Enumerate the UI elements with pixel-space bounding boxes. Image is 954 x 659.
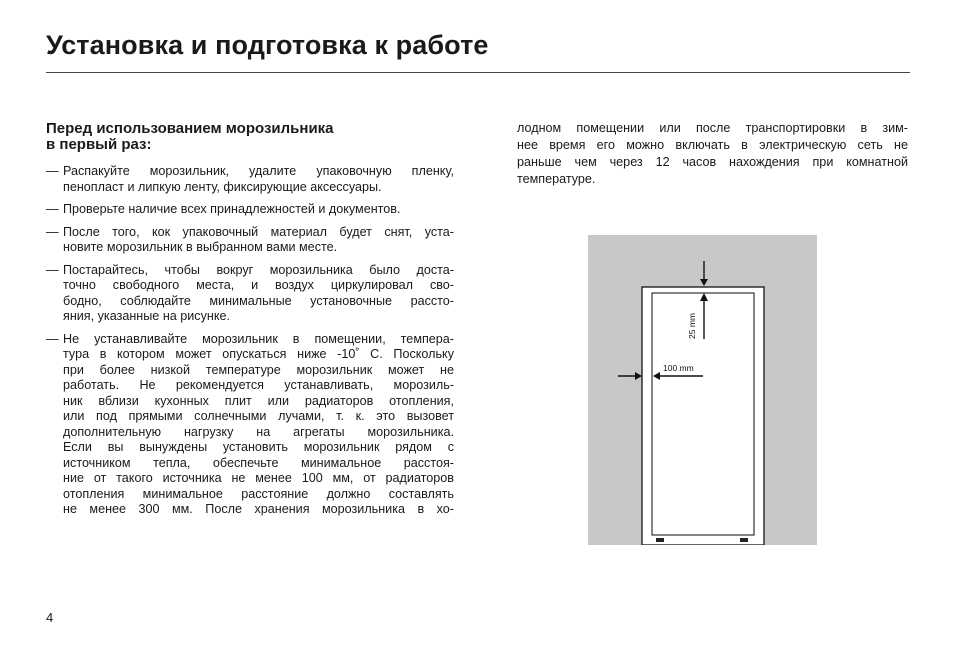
paragraph-line: температуре. xyxy=(517,172,596,186)
list-item-line: Не устанавливайте морозильник в помещении, темпера- xyxy=(63,331,454,346)
freezer-foot-left xyxy=(656,538,664,542)
list-item-line: тура в котором может опускаться ниже -10˚ С. Поскольку xyxy=(63,347,454,361)
bullet-dash: — xyxy=(46,224,59,239)
list-item-line: при более низкой температуре морозильник может не xyxy=(63,362,454,377)
list-item-line: ние от такого источника не менее 100 мм, от радиаторов xyxy=(63,471,454,485)
installation-clearance-diagram xyxy=(588,235,817,545)
section-heading-line-2: в первый раз: xyxy=(46,136,152,153)
list-item-line: пенопласт и липкую ленту, фиксирующие аксессуары. xyxy=(63,179,382,194)
title-divider xyxy=(46,72,910,73)
list-item-line: дополнительную нагрузку на агрегаты морозильника. xyxy=(63,424,454,439)
instructions-list xyxy=(46,164,454,525)
list-item-line: Проверьте наличие всех принадлежностей и документов. xyxy=(63,202,401,216)
bullet-dash: — xyxy=(46,164,59,178)
bullet-dash: — xyxy=(46,262,59,277)
list-item-line: точно свободного места, и воздух циркулировал сво- xyxy=(63,278,454,292)
freezer-foot-right xyxy=(740,538,748,542)
paragraph-line: раньше чем через 12 часов нахождения при комнатной xyxy=(517,155,908,169)
paragraph-line: лодном помещении или после транспортировки в зим- xyxy=(517,121,908,135)
list-item xyxy=(46,225,454,256)
list-item-line: не менее 300 мм. После хранения морозильника в хо- xyxy=(63,502,454,516)
list-item-line: Постарайтесь, чтобы вокруг морозильника было доста- xyxy=(63,262,454,277)
list-item xyxy=(46,263,454,325)
list-item-line: яния, указанные на рисунке. xyxy=(63,309,231,323)
list-item xyxy=(46,202,454,218)
list-item-line: Распакуйте морозильник, удалите упаковочную пленку, xyxy=(63,164,454,178)
list-item-line: или под прямыми солнечными лучами, т. к. это вызовет xyxy=(63,409,454,423)
top-clearance-label: 25 mm xyxy=(687,313,697,339)
section-heading xyxy=(46,121,334,153)
list-item-line: источником тепла, обеспечьте минимальное расстоя- xyxy=(63,455,454,470)
page-number: 4 xyxy=(46,610,54,625)
list-item-line: ник вблизи кухонных плит или радиаторов отопления, xyxy=(63,393,454,408)
list-item-line: работать. Не рекомендуется устанавливать, морозиль- xyxy=(63,378,454,392)
page-title: Установка и подготовка к работе xyxy=(46,30,489,60)
bullet-dash: — xyxy=(46,202,59,216)
list-item xyxy=(46,332,454,518)
list-item-line: После того, кок упаковочный материал будет снят, уста- xyxy=(63,224,454,239)
section-heading-line-1: Перед использованием морозильника xyxy=(46,120,334,137)
paragraph-line: нее время его можно включать в электрическую сеть не xyxy=(517,138,908,152)
bullet-dash: — xyxy=(46,331,59,346)
continuation-paragraph xyxy=(517,120,908,188)
freezer-body xyxy=(642,287,764,545)
side-clearance-label: 100 mm xyxy=(663,363,694,373)
list-item-line: отопления минимальное расстояние должно составлять xyxy=(63,486,454,501)
list-item xyxy=(46,164,454,195)
list-item-line: Если вы вынуждены установить морозильник рядом с xyxy=(63,440,454,454)
list-item-line: бодно, соблюдайте минимальные установочные рассто- xyxy=(63,293,454,308)
list-item-line: новите морозильник в выбранном вами месте. xyxy=(63,240,338,254)
